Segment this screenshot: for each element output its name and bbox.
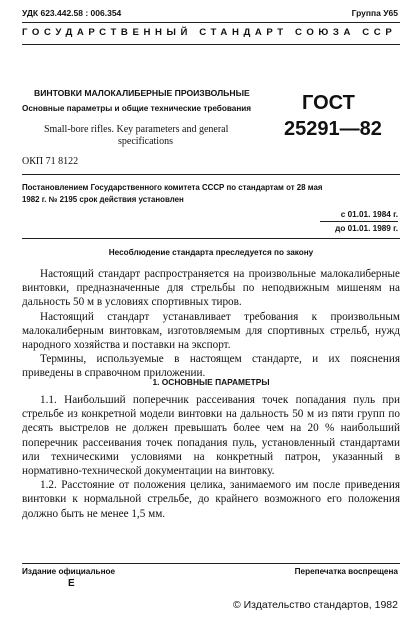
english-title-line2: specifications [118,136,173,147]
gost-number: 25291—82 [284,118,382,140]
english-title-line1: Small-bore rifles. Key parameters and general [44,124,229,135]
title-block-rule [22,174,400,175]
section-heading: 1. ОСНОВНЫЕ ПАРАМЕТРЫ [152,377,270,387]
decree-rule [22,238,400,239]
official-edition-label: Издание официальное [22,567,116,576]
standard-banner: ГОСУДАРСТВЕННЫЙ СТАНДАРТ СОЮЗА ССР [22,27,397,38]
clause-paragraph: 1.2. Расстояние от положения целика, занимаемого им после приведения винтовки к нормальной стрельбе, до крайнего возможного его положения должно быть не менее 1,5 мм. [22,479,400,520]
copyright-line: © Издательство стандартов, 1982 [232,599,398,611]
effective-from: с 01.01. 1984 г. [340,210,398,219]
decree-line1: Постановлением Государственного комитета СССР по стандартам от 28 мая [22,183,323,192]
gost-label: ГОСТ [302,92,355,114]
reprint-notice: Перепечатка воспрещена [294,567,398,576]
group-code: Группа У65 [351,8,398,18]
footer-rule [22,563,400,564]
decree-date-rule [320,221,398,222]
intro-paragraph: Настоящий стандарт устанавливает требования к произвольным малокалиберным винтовкам, изготовляемым для спортивных стрельб, нужд народного хозяйства и поставки на экспорт. [22,310,400,352]
section-body [22,393,400,521]
edition-letter: Е [68,578,75,589]
document-title: ВИНТОВКИ МАЛОКАЛИБЕРНЫЕ ПРОИЗВОЛЬНЫЕ [34,88,250,98]
clause-paragraph: 1.1. Наибольший поперечник рассеивания точек попадания пуль при стрельбе из конкретной модели винтовки на дальность 50 м из пяти групп по десять выстрелов не должен превышать более чем на 20 % наибольший поперечник рассеивания точек попадания пуль, установленный стандартами или техническими условиями на конкретный патрон, указанный в нормативно-технической документации на винтовку. [22,394,400,478]
intro-section [22,267,400,381]
decree-line2: 1982 г. № 2195 срок действия установлен [22,195,184,204]
document-subtitle: Основные параметры и общие технические требования [22,104,252,113]
banner-rule [22,44,400,45]
intro-paragraph: Термины, используемые в настоящем стандарте, и их пояснения приведены в справочном приложении. [22,353,400,380]
intro-paragraph: Настоящий стандарт распространяется на произвольные малокалиберные винтовки, предназначенные для стрельбы по неподвижным мишеням на дальность 50 м в условиях спортивных тиров. [22,268,400,309]
top-rule [22,22,400,23]
udc-code: УДК 623.442.58 : 006.354 [22,8,122,18]
effective-to: до 01.01. 1989 г. [335,224,398,233]
okp-code: ОКП 71 8122 [22,156,79,167]
legal-notice: Несоблюдение стандарта преследуется по закону [108,248,314,257]
